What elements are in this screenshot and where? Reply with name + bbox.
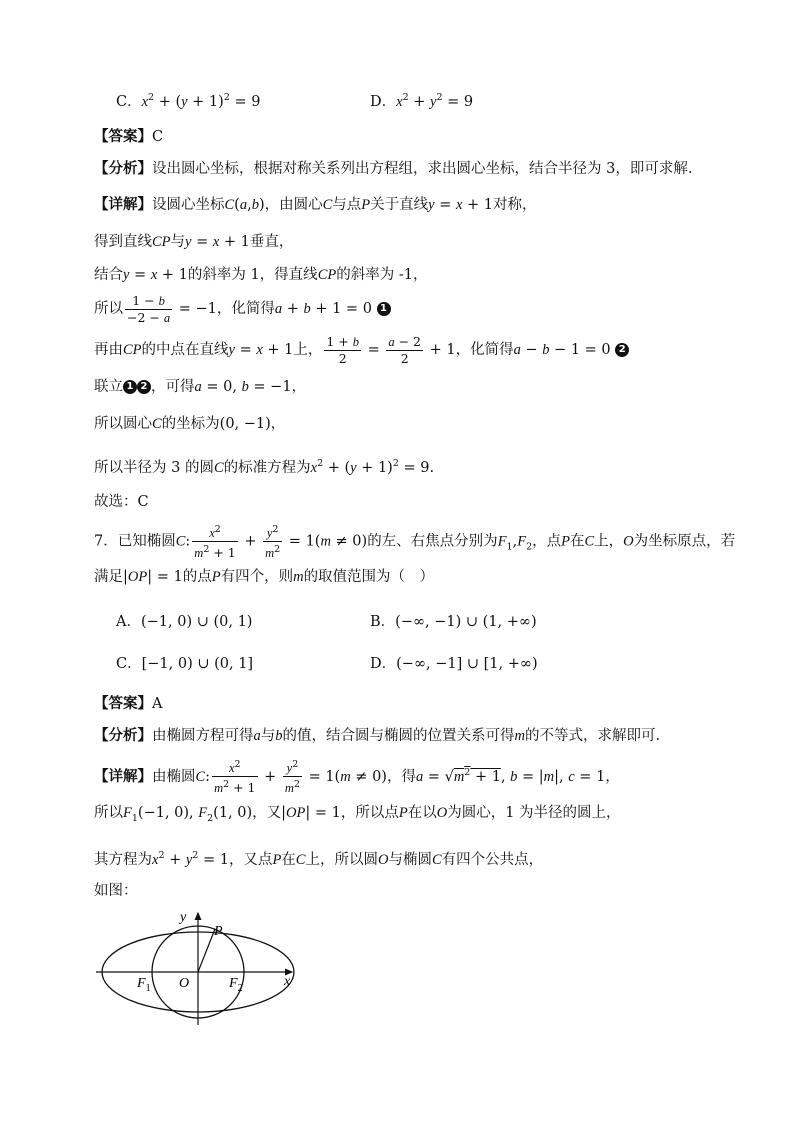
q6-detail-line-5: 再由CP的中点在直线y = x + 1上， $\frac{1 + b}{2}$ = $\frac{a - 2}{2}$ + 1，化简得a − b − 1 = 0 2: [94, 332, 629, 368]
label-x: x: [284, 974, 291, 989]
q6-detail-line-3: 结合y = x + 1的斜率为 1，得直线CP的斜率为 -1，: [94, 267, 428, 283]
circled-two-icon: 2: [137, 380, 151, 394]
segment-op: [198, 929, 215, 972]
q6-detail-line-1: 【详解】设圆心坐标C(a,b)，由圆心C与点P关于直线y = x + 1对称，: [94, 196, 537, 213]
q6-analysis: 【分析】设出圆心坐标，根据对称关系列出方程组，求出圆心坐标，结合半径为 3，即可求解.: [94, 160, 693, 177]
q6-detail-line-2: 得到直线CP与y = x + 1垂直，: [94, 234, 294, 250]
q7-option-b: B．(−∞, −1) ∪ (1, +∞): [370, 614, 537, 630]
q7-detail-line-3: 其方程为$x^2 + y^2 = 1$，又点P在C上，所以圆O与椭圆C有四个公共点，: [94, 850, 544, 868]
q6-option-d: D．$x^2 + y^2 = 9$: [370, 92, 474, 110]
q7-detail-line-1: 【详解】由椭圆C: $\frac{x^2}{m^2 + 1}$ + $\frac{y^2}{m^2}$ = 1(m ≠ 0)，得$a = √m^2 + 1$, b = |m|, c = 1，: [94, 759, 620, 796]
q7-figure-caption: 如图：: [94, 883, 138, 899]
circled-one-icon: 1: [123, 380, 137, 394]
q7-stem-line-2: 满足|OP| = 1的点P有四个，则m的取值范围为（ ）: [94, 569, 435, 585]
q6-detail-line-7: 所以圆心C的坐标为(0, −1)，: [94, 416, 286, 432]
circled-two-icon: 2: [615, 343, 629, 357]
q7-analysis: 【分析】由椭圆方程可得a与b的值，结合圆与椭圆的位置关系可得m的不等式，求解即可.: [94, 727, 661, 744]
q7-option-d: D．(−∞, −1] ∪ [1, +∞): [370, 656, 538, 672]
q7-stem-line-1: 7．已知椭圆C: $\frac{x^2}{m^2 + 1}$ + $\frac{y^2}{m^2}$ = 1(m ≠ 0)的左、右焦点分别为$F_1,F_2$，点P在C上，O为坐标原点，若: [94, 524, 736, 561]
q7-option-c: C．[−1, 0) ∪ (0, 1]: [116, 656, 254, 672]
label-p: P: [214, 924, 223, 939]
q6-conclusion: 故选：C: [94, 494, 149, 510]
label-f1: $F_1$: [137, 976, 151, 994]
q6-detail-line-6: 联立 1 2 ，可得a = 0, b = −1，: [94, 379, 307, 395]
label-y: y: [180, 910, 187, 925]
q6-answer: 【答案】C: [94, 128, 164, 145]
label-o: O: [179, 976, 190, 991]
q6-detail-line-4: 所以 $\frac{1 - b}{-2 - a}$ = −1，化简得a + b + 1 = 0 1: [94, 292, 391, 326]
circled-one-icon: 1: [377, 302, 391, 316]
q7-option-a: A．(−1, 0) ∪ (0, 1): [116, 614, 253, 630]
q6-detail-line-8: 所以半径为 3 的圆C的标准方程为$x^2 + (y + 1)^2 = 9$.: [94, 458, 435, 476]
label-f2: $F_2$: [229, 976, 243, 994]
q6-option-c: C．$x^2 + (y + 1)^2 = 9$: [116, 92, 261, 110]
q7-answer: 【答案】A: [94, 695, 163, 712]
q7-detail-line-2: 所以$F_1(-1$, 0), $F_2(1$, 0)，又|OP| = 1，所以点P在以O为圆心，1 为半径的圆上，: [94, 805, 621, 824]
ellipse-circle-figure: [92, 905, 307, 1030]
